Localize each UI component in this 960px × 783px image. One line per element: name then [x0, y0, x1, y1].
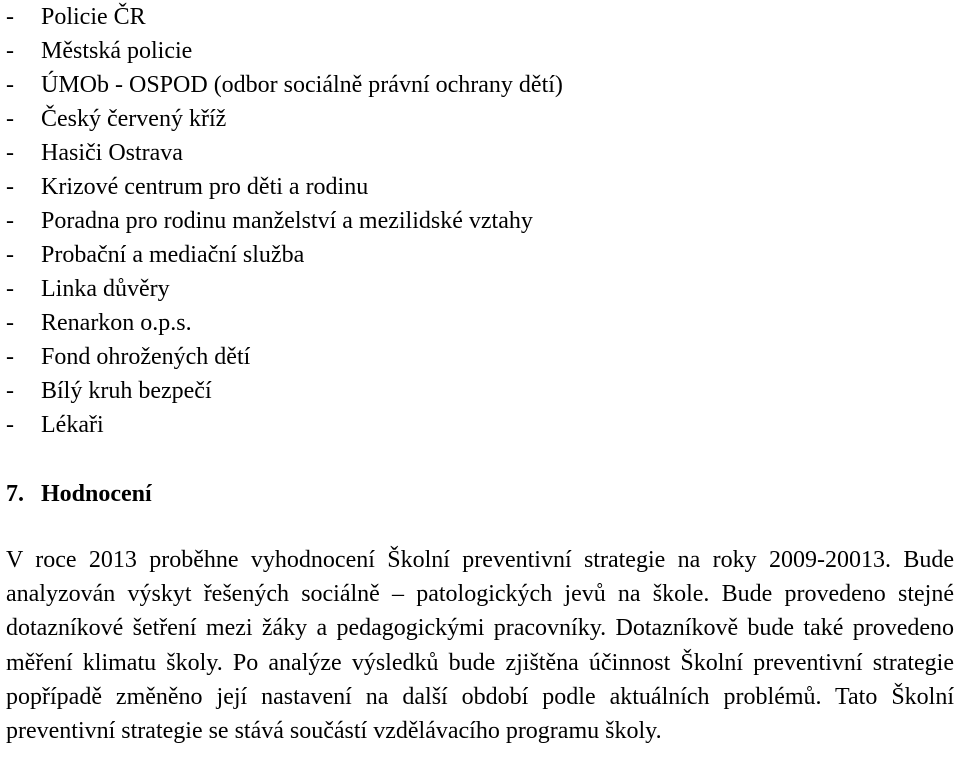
list-item-text: ÚMOb - OSPOD (odbor sociálně právní ochrany dětí) — [41, 72, 563, 98]
list-item-text: Český červený kříž — [41, 106, 227, 132]
section-paragraph: V roce 2013 proběhne vyhodnocení Školní preventivní strategie na roky 2009-20013. Bude analyzován výskyt řešených sociálně – patologických jevů na škole. Bude provedeno stejné dotazníkové šetření mezi žáky a pedagogickými pracovníky. Dotazníkově bude také provedeno měření klimatu školy. Po analýze výsledků bude zjištěna účinnost Školní preventivní strategie popřípadě změněno její nastavení na další období podle aktuálních problémů. Tato Školní preventivní strategie se stává součástí vzdělávacího programu školy. — [6, 547, 954, 745]
list-dash: - — [6, 38, 14, 64]
list-dash: - — [6, 378, 14, 404]
list-dash: - — [6, 242, 14, 268]
list-item-text: Probační a mediační služba — [41, 242, 305, 268]
list-dash: - — [6, 276, 14, 302]
list-item-text: Městská policie — [41, 38, 193, 64]
list-item-text: Policie ČR — [41, 4, 146, 30]
list-dash: - — [6, 106, 14, 132]
list-item-text: Hasiči Ostrava — [41, 140, 183, 166]
list-dash: - — [6, 412, 14, 438]
list-dash: - — [6, 344, 14, 370]
list-dash: - — [6, 4, 14, 30]
list-item-text: Fond ohrožených dětí — [41, 344, 251, 370]
list-item-text: Krizové centrum pro děti a rodinu — [41, 174, 369, 200]
list-item-text: Linka důvěry — [41, 276, 170, 302]
list-dash: - — [6, 174, 14, 200]
list-dash: - — [6, 72, 14, 98]
section-title: Hodnocení — [41, 481, 152, 507]
list-item-text: Lékaři — [41, 412, 104, 438]
list-item-text: Poradna pro rodinu manželství a mezilidské vztahy — [41, 208, 533, 234]
section-heading — [6, 477, 152, 511]
list-dash: - — [6, 208, 14, 234]
list-item-text: Bílý kruh bezpečí — [41, 378, 212, 404]
list-dash: - — [6, 310, 14, 336]
section-number: 7. — [6, 481, 24, 507]
list-item-text: Renarkon o.p.s. — [41, 310, 192, 336]
list-dash: - — [6, 140, 14, 166]
